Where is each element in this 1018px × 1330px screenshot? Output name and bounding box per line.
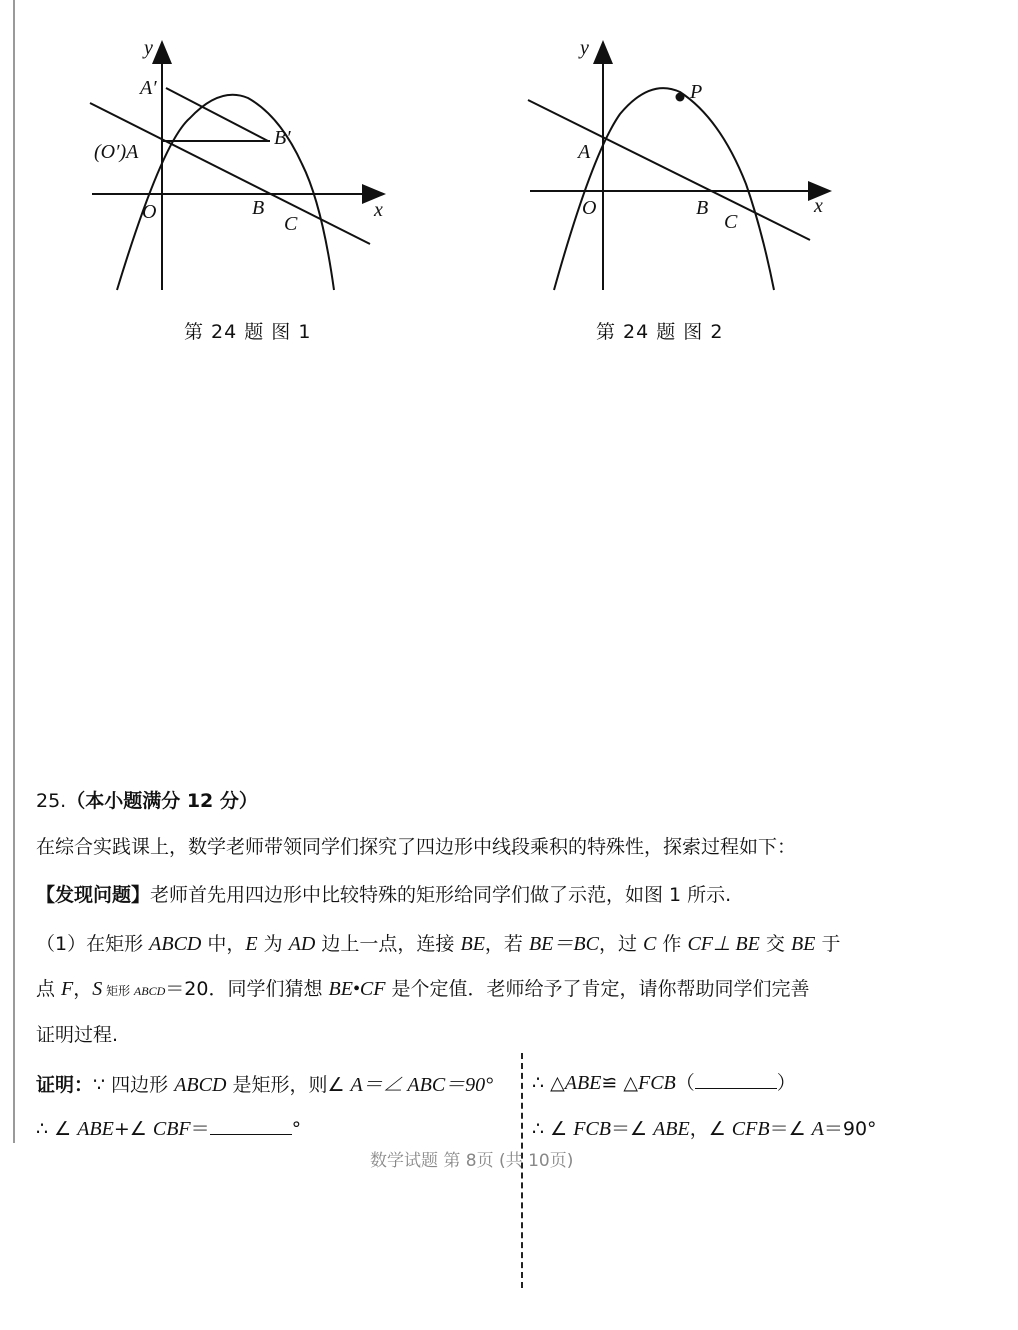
- label-b-prime: B′: [274, 127, 291, 149]
- label-c: C: [284, 213, 298, 235]
- label-p: P: [690, 81, 703, 103]
- text: ≌ △: [601, 1072, 638, 1094]
- math-abcd: ABCD: [174, 1074, 227, 1096]
- math-f: F: [61, 978, 74, 1000]
- text: 交: [759, 933, 791, 955]
- text: ∴ ∠: [532, 1118, 574, 1140]
- figure-1-diagram: [80, 34, 400, 304]
- text: 是矩形，则∠: [226, 1074, 351, 1096]
- q25-heading: [36, 786, 258, 813]
- text: ＝: [190, 1118, 210, 1140]
- math-be: BE: [460, 933, 485, 955]
- math-c: C: [643, 933, 657, 955]
- text: ＝∠: [610, 1118, 654, 1140]
- figure-2: [520, 34, 840, 304]
- text: °: [291, 1118, 302, 1140]
- answer-blank-reason[interactable]: [695, 1072, 777, 1089]
- figure-2-caption: 第 24 题 图 2: [596, 321, 724, 343]
- math-abe: ABE: [653, 1118, 690, 1140]
- label-a: A: [578, 141, 591, 163]
- proof-right-line1: [532, 1068, 796, 1095]
- text: 为: [257, 933, 289, 955]
- q25-discover: [36, 880, 731, 907]
- text: 点: [36, 978, 62, 1000]
- subscript-abcd: ABCD: [133, 984, 166, 998]
- math-be-dot-cf: BE•CF: [328, 978, 386, 1000]
- text: ，: [73, 978, 93, 1000]
- label-c: C: [724, 211, 738, 233]
- q25-score-note: （本小题满分 12 分）: [66, 790, 258, 812]
- label-o: O: [142, 201, 157, 223]
- line-abc: [528, 100, 810, 240]
- math-ad: AD: [288, 933, 316, 955]
- point-p: [676, 93, 685, 102]
- discover-tag: 【发现问题】: [36, 884, 151, 906]
- label-y: y: [144, 37, 153, 59]
- text: 作: [656, 933, 688, 955]
- q25-part1-line3: 证明过程.: [36, 1024, 119, 1046]
- label-o-prime-a: (O′)A: [94, 141, 139, 163]
- text: 中，: [201, 933, 246, 955]
- text: 边上一点，连接: [315, 933, 461, 955]
- math-a: A: [811, 1118, 824, 1140]
- math-abcd: ABCD: [149, 933, 202, 955]
- proof-line1: [36, 1068, 493, 1097]
- label-b: B: [252, 197, 265, 219]
- figure-1: [80, 34, 400, 304]
- figure-2-diagram: [520, 34, 840, 304]
- math-be-eq-bc: BE＝BC: [528, 933, 599, 955]
- math-angle-eq: A＝∠ ABC＝90°: [350, 1074, 494, 1096]
- text: 于: [815, 933, 841, 955]
- text: 是个定值．老师给予了肯定，请你帮助同学们完善: [385, 978, 810, 1000]
- q25-part1-line1: [36, 927, 840, 956]
- line-abc: [90, 103, 370, 244]
- math-abe: ABE: [77, 1118, 114, 1140]
- line-a-prime-b-prime: [166, 88, 268, 141]
- math-fcb: FCB: [637, 1072, 676, 1094]
- math-e: E: [245, 933, 258, 955]
- math-abe: ABE: [564, 1072, 602, 1094]
- parabola: [117, 95, 334, 290]
- q25-intro: 在综合实践课上，数学老师带领同学们探究了四边形中线段乘积的特殊性，探索过程如下：: [36, 836, 797, 858]
- discover-text: 老师首先用四边形中比较特殊的矩形给同学们做了示范，如图 1 所示.: [150, 884, 732, 906]
- parabola: [554, 88, 774, 290]
- text: ＝∠: [769, 1118, 812, 1140]
- text: ∴ △: [532, 1072, 565, 1094]
- math-fcb: FCB: [573, 1118, 611, 1140]
- text: ＝20．同学们猜想: [165, 978, 329, 1000]
- subscript-text: 矩形: [102, 984, 134, 998]
- label-x: x: [374, 199, 383, 221]
- text: ∵ 四边形: [93, 1074, 175, 1096]
- proof-right-line2: [532, 1114, 877, 1141]
- math-cf-perp-be: CF⊥ BE: [687, 933, 760, 955]
- label-b: B: [696, 197, 709, 219]
- proof-line2: [36, 1114, 301, 1141]
- label-y: y: [580, 37, 589, 59]
- left-margin-rule: [13, 0, 15, 1143]
- text: ，若: [484, 933, 529, 955]
- math-cbf: CBF: [152, 1118, 191, 1140]
- label-x: x: [814, 195, 823, 217]
- answer-blank-angle[interactable]: [210, 1118, 292, 1135]
- text: ，过: [598, 933, 644, 955]
- figure-1-caption: 第 24 题 图 1: [184, 321, 312, 343]
- text: ）: [776, 1072, 796, 1094]
- page-footer: 数学试题 第 8页 (共 10页): [370, 1151, 574, 1171]
- q25-number: 25.: [36, 790, 67, 812]
- text: （: [675, 1072, 695, 1094]
- text: +∠: [113, 1118, 153, 1140]
- text: （1）在矩形: [36, 933, 150, 955]
- text: ∴ ∠: [36, 1118, 78, 1140]
- math-be: BE: [790, 933, 816, 955]
- proof-label: 证明：: [36, 1074, 94, 1096]
- text: ＝90°: [823, 1118, 877, 1140]
- label-a-prime: A′: [140, 77, 157, 99]
- label-o: O: [582, 197, 597, 219]
- math-cfb: CFB: [731, 1118, 770, 1140]
- math-s: S: [92, 978, 103, 1000]
- text: ，∠: [689, 1118, 732, 1140]
- q25-part1-line2: [36, 974, 810, 1001]
